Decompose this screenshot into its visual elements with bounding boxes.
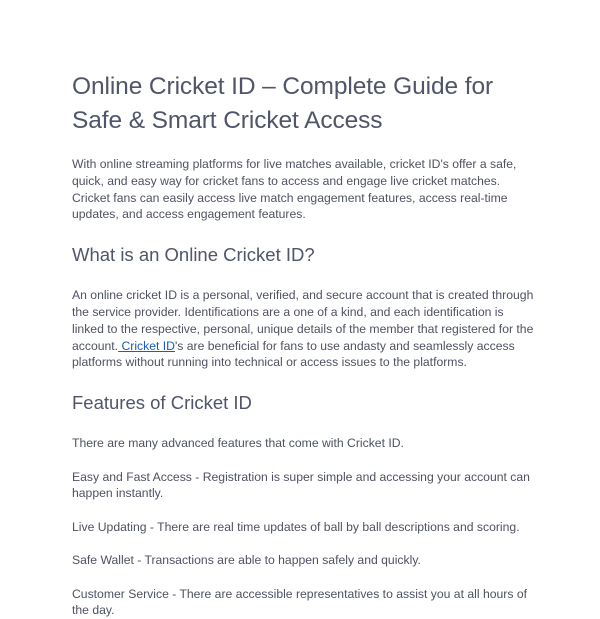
article	[72, 70, 534, 619]
features-lead: There are many advanced features that come with Cricket ID.	[72, 436, 404, 451]
page-title: Online Cricket ID – Complete Guide for Safe & Smart Cricket Access	[72, 73, 494, 134]
intro-paragraph: With online streaming platforms for live matches available, cricket ID's offer a safe, quick, and easy way for cricket fans to access and engage live cricket matches. Cricket fans can easily access live match engagement features, access real-time updates, and access engagement features.	[72, 157, 517, 222]
feature-item-customer-service: Customer Service - There are accessible representatives to assist you at all hours of the day.	[72, 586, 527, 618]
feature-item-live-updating: Live Updating - There are real time updates of ball by ball descriptions and scoring.	[72, 519, 520, 534]
what-is-paragraph	[72, 287, 534, 371]
what-is-text-start: An online cricket ID is a personal, verified, and secure account that is created through the service provider. Identifications are a one of a kind, and each identification is linked to the respective, personal, unique details of the member that registered for the account.	[72, 288, 534, 353]
feature-item-safe-wallet: Safe Wallet - Transactions are able to happen safely and quickly.	[72, 553, 421, 568]
cricket-id-link[interactable]: Cricket ID	[118, 338, 175, 353]
section-heading-what-is: What is an Online Cricket ID?	[72, 244, 315, 266]
feature-item-easy-access: Easy and Fast Access - Registration is super simple and accessing your account can happen instantly.	[72, 469, 530, 501]
what-is-text-end: 's are beneficial for fans to use andasty and seamlessly access platforms without running into technical or access issues to the platforms.	[72, 338, 515, 370]
section-heading-features: Features of Cricket ID	[72, 392, 252, 414]
